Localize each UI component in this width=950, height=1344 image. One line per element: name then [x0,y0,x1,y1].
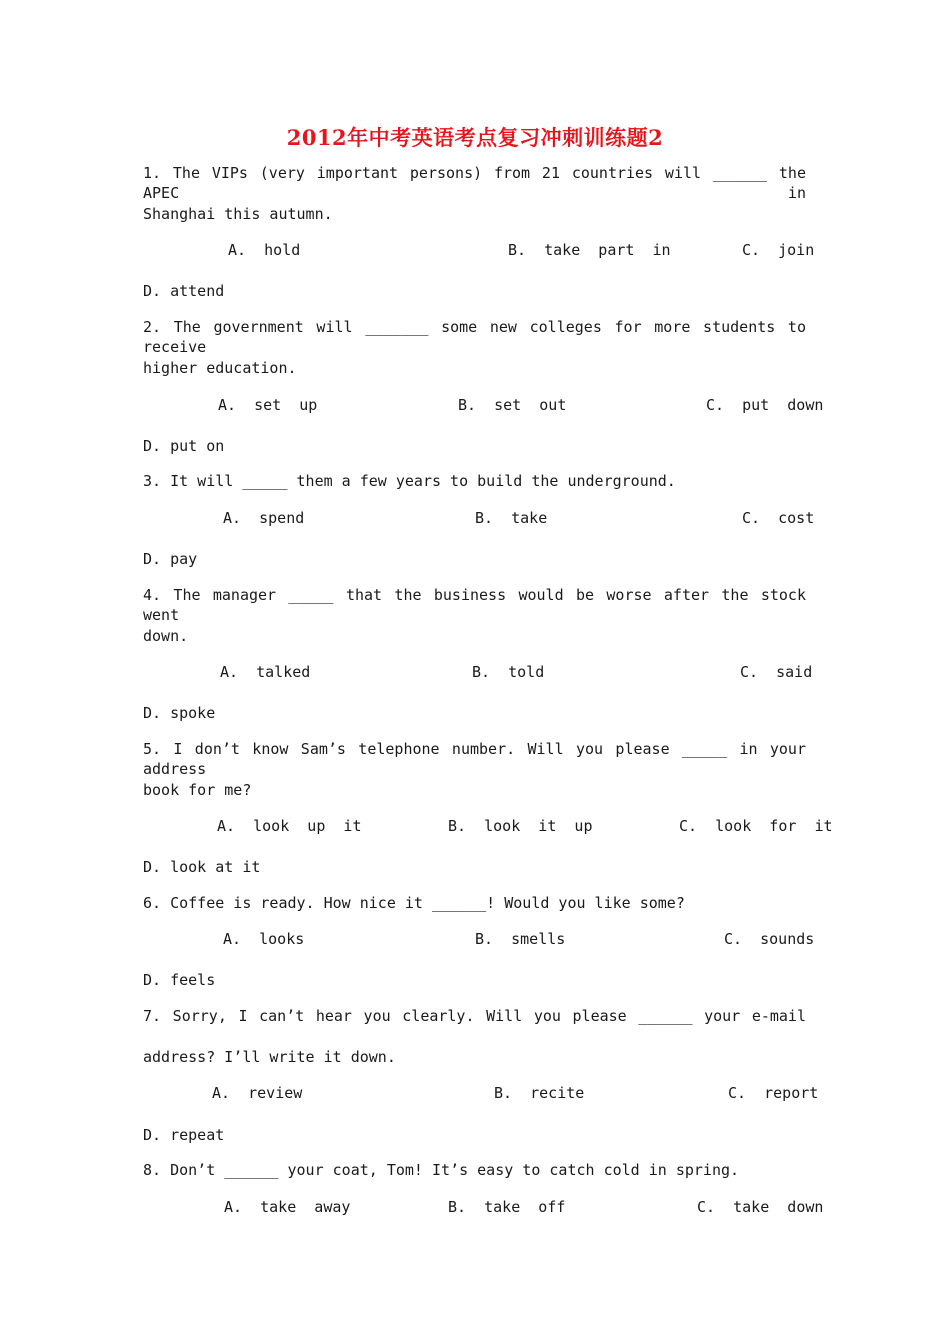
question-5-text: 5. I don’t know Sam’s telephone number. Will you please _____ in your address [143,740,806,778]
question-2-option-d: D. put on [143,437,225,455]
question-2-option-c: C. put down [706,396,824,414]
question-5-option-b: B. look it up [448,817,593,835]
question-5-option-d: D. look at it [143,858,261,876]
question-1-text-cont: Shanghai this autumn. [143,205,333,223]
question-3-option-d: D. pay [143,550,198,568]
page-title: 2012年中考英语考点复习冲刺训练题2 [286,125,664,150]
question-2-option-a: A. set up [218,396,318,414]
question-4-option-d: D. spoke [143,704,216,722]
question-7-option-a: A. review [212,1084,303,1102]
question-7-text-cont: address? I’ll write it down. [143,1048,396,1066]
question-5-option-a: A. look up it [217,817,362,835]
question-7-option-d: D. repeat [143,1126,225,1144]
question-8-option-b: B. take off [448,1198,566,1216]
question-2-text: 2. The government will _______ some new colleges for more students to receive [143,318,806,356]
question-4-option-b: B. told [472,663,545,681]
question-1-option-b: B. take part in [508,241,671,259]
question-6-text: 6. Coffee is ready. How nice it ______! Would you like some? [143,894,685,912]
question-1-option-a: A. hold [228,241,301,259]
question-5-text-cont: book for me? [143,781,252,799]
question-1-option-c: C. join [742,241,815,259]
question-4-text-cont: down. [143,627,189,645]
question-3-option-b: B. take [475,509,548,527]
question-7-text: 7. Sorry, I can’t hear you clearly. Will you please ______ your e-mail [143,1007,806,1025]
question-5-option-c: C. look for it [679,817,833,835]
question-7-option-c: C. report [728,1084,819,1102]
question-1-text: 1. The VIPs (very important persons) from 21 countries will ______ the APEC in [143,164,806,202]
question-8-option-a: A. take away [224,1198,351,1216]
question-3-option-c: C. cost [742,509,815,527]
question-6-option-c: C. sounds [724,930,815,948]
question-6-option-d: D. feels [143,971,216,989]
question-6-option-b: B. smells [475,930,566,948]
question-2-option-b: B. set out [458,396,567,414]
question-3-text: 3. It will _____ them a few years to build the underground. [143,472,676,490]
question-4-option-a: A. talked [220,663,311,681]
question-4-option-c: C. said [740,663,813,681]
question-6-option-a: A. looks [223,930,305,948]
question-3-option-a: A. spend [223,509,305,527]
question-4-text: 4. The manager _____ that the business would be worse after the stock went [143,586,806,624]
question-7-option-b: B. recite [494,1084,585,1102]
question-2-text-cont: higher education. [143,359,297,377]
question-1-option-d: D. attend [143,282,225,300]
question-8-text: 8. Don’t ______ your coat, Tom! It’s easy to catch cold in spring. [143,1161,740,1179]
question-8-option-c: C. take down [697,1198,824,1216]
